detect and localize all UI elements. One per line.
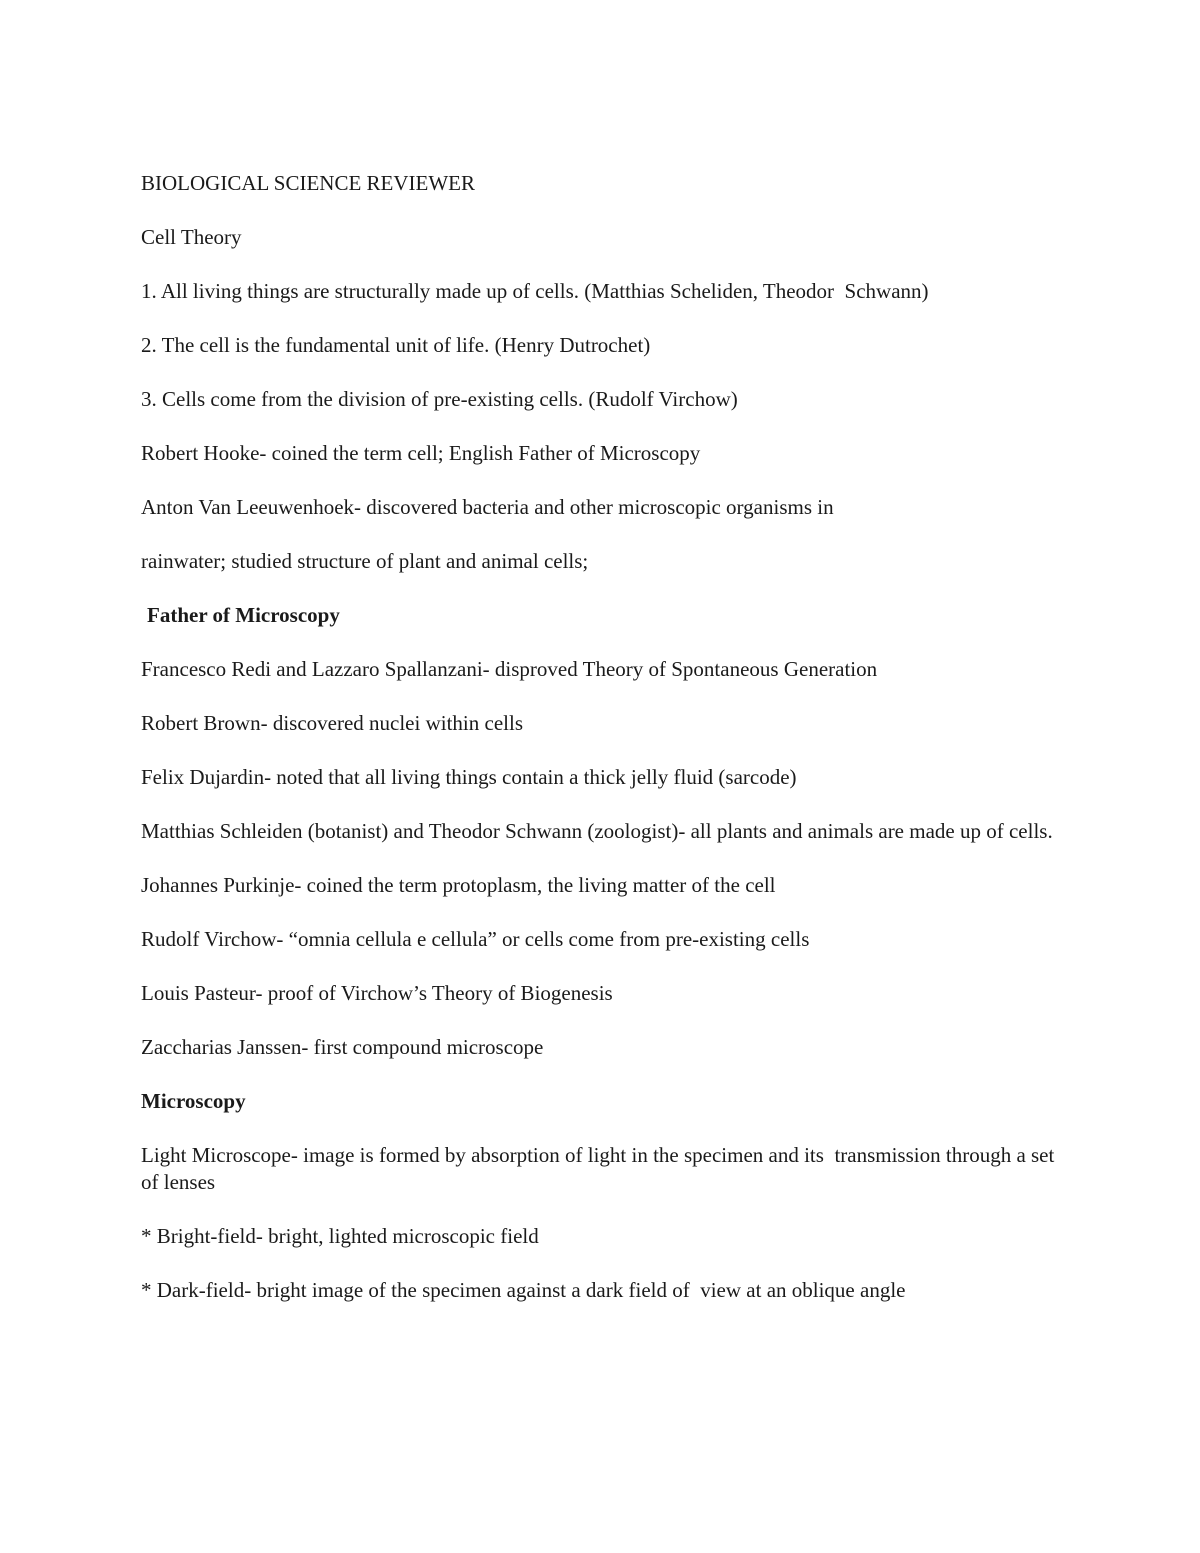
entry-johannes-purkinje: Johannes Purkinje- coined the term protoplasm, the living matter of the cell [141,873,776,897]
entry-leeuwenhoek-line-2: rainwater; studied structure of plant and animal cells; [141,549,589,573]
entry-rudolf-virchow: Rudolf Virchow- “omnia cellula e cellula” or cells come from pre-existing cells [141,927,810,951]
entry-light-microscope: Light Microscope- image is formed by absorption of light in the specimen and its transmission through a set of lenses [141,1143,1060,1194]
entry-schleiden-schwann: Matthias Schleiden (botanist) and Theodor Schwann (zoologist)- all plants and animals are made up of cells. [141,819,1053,843]
entry-robert-hooke: Robert Hooke- coined the term cell; English Father of Microscopy [141,441,701,465]
entry-redi-spallanzani: Francesco Redi and Lazzaro Spallanzani- disproved Theory of Spontaneous Generation [141,657,878,681]
entry-louis-pasteur: Louis Pasteur- proof of Virchow’s Theory of Biogenesis [141,981,613,1005]
document-body [141,170,1071,1331]
entry-leeuwenhoek-line-1: Anton Van Leeuwenhoek- discovered bacteria and other microscopic organisms in [141,495,834,519]
entry-robert-brown: Robert Brown- discovered nuclei within cells [141,711,523,735]
entry-zaccharias-janssen: Zaccharias Janssen- first compound microscope [141,1035,544,1059]
section-heading-cell-theory: Cell Theory [141,225,242,249]
cell-theory-point-3: 3. Cells come from the division of pre-existing cells. (Rudolf Virchow) [141,387,738,411]
section-heading-microscopy: Microscopy [141,1089,246,1113]
heading-father-of-microscopy: Father of Microscopy [147,603,340,627]
entry-felix-dujardin: Felix Dujardin- noted that all living things contain a thick jelly fluid (sarcode) [141,765,797,789]
document-title: BIOLOGICAL SCIENCE REVIEWER [141,171,476,195]
entry-dark-field: * Dark-field- bright image of the specimen against a dark field of view at an oblique angle [141,1278,906,1302]
cell-theory-point-1: 1. All living things are structurally made up of cells. (Matthias Scheliden, Theodor Schwann) [141,279,929,303]
cell-theory-point-2: 2. The cell is the fundamental unit of life. (Henry Dutrochet) [141,333,651,357]
entry-bright-field: * Bright-field- bright, lighted microscopic field [141,1224,539,1248]
